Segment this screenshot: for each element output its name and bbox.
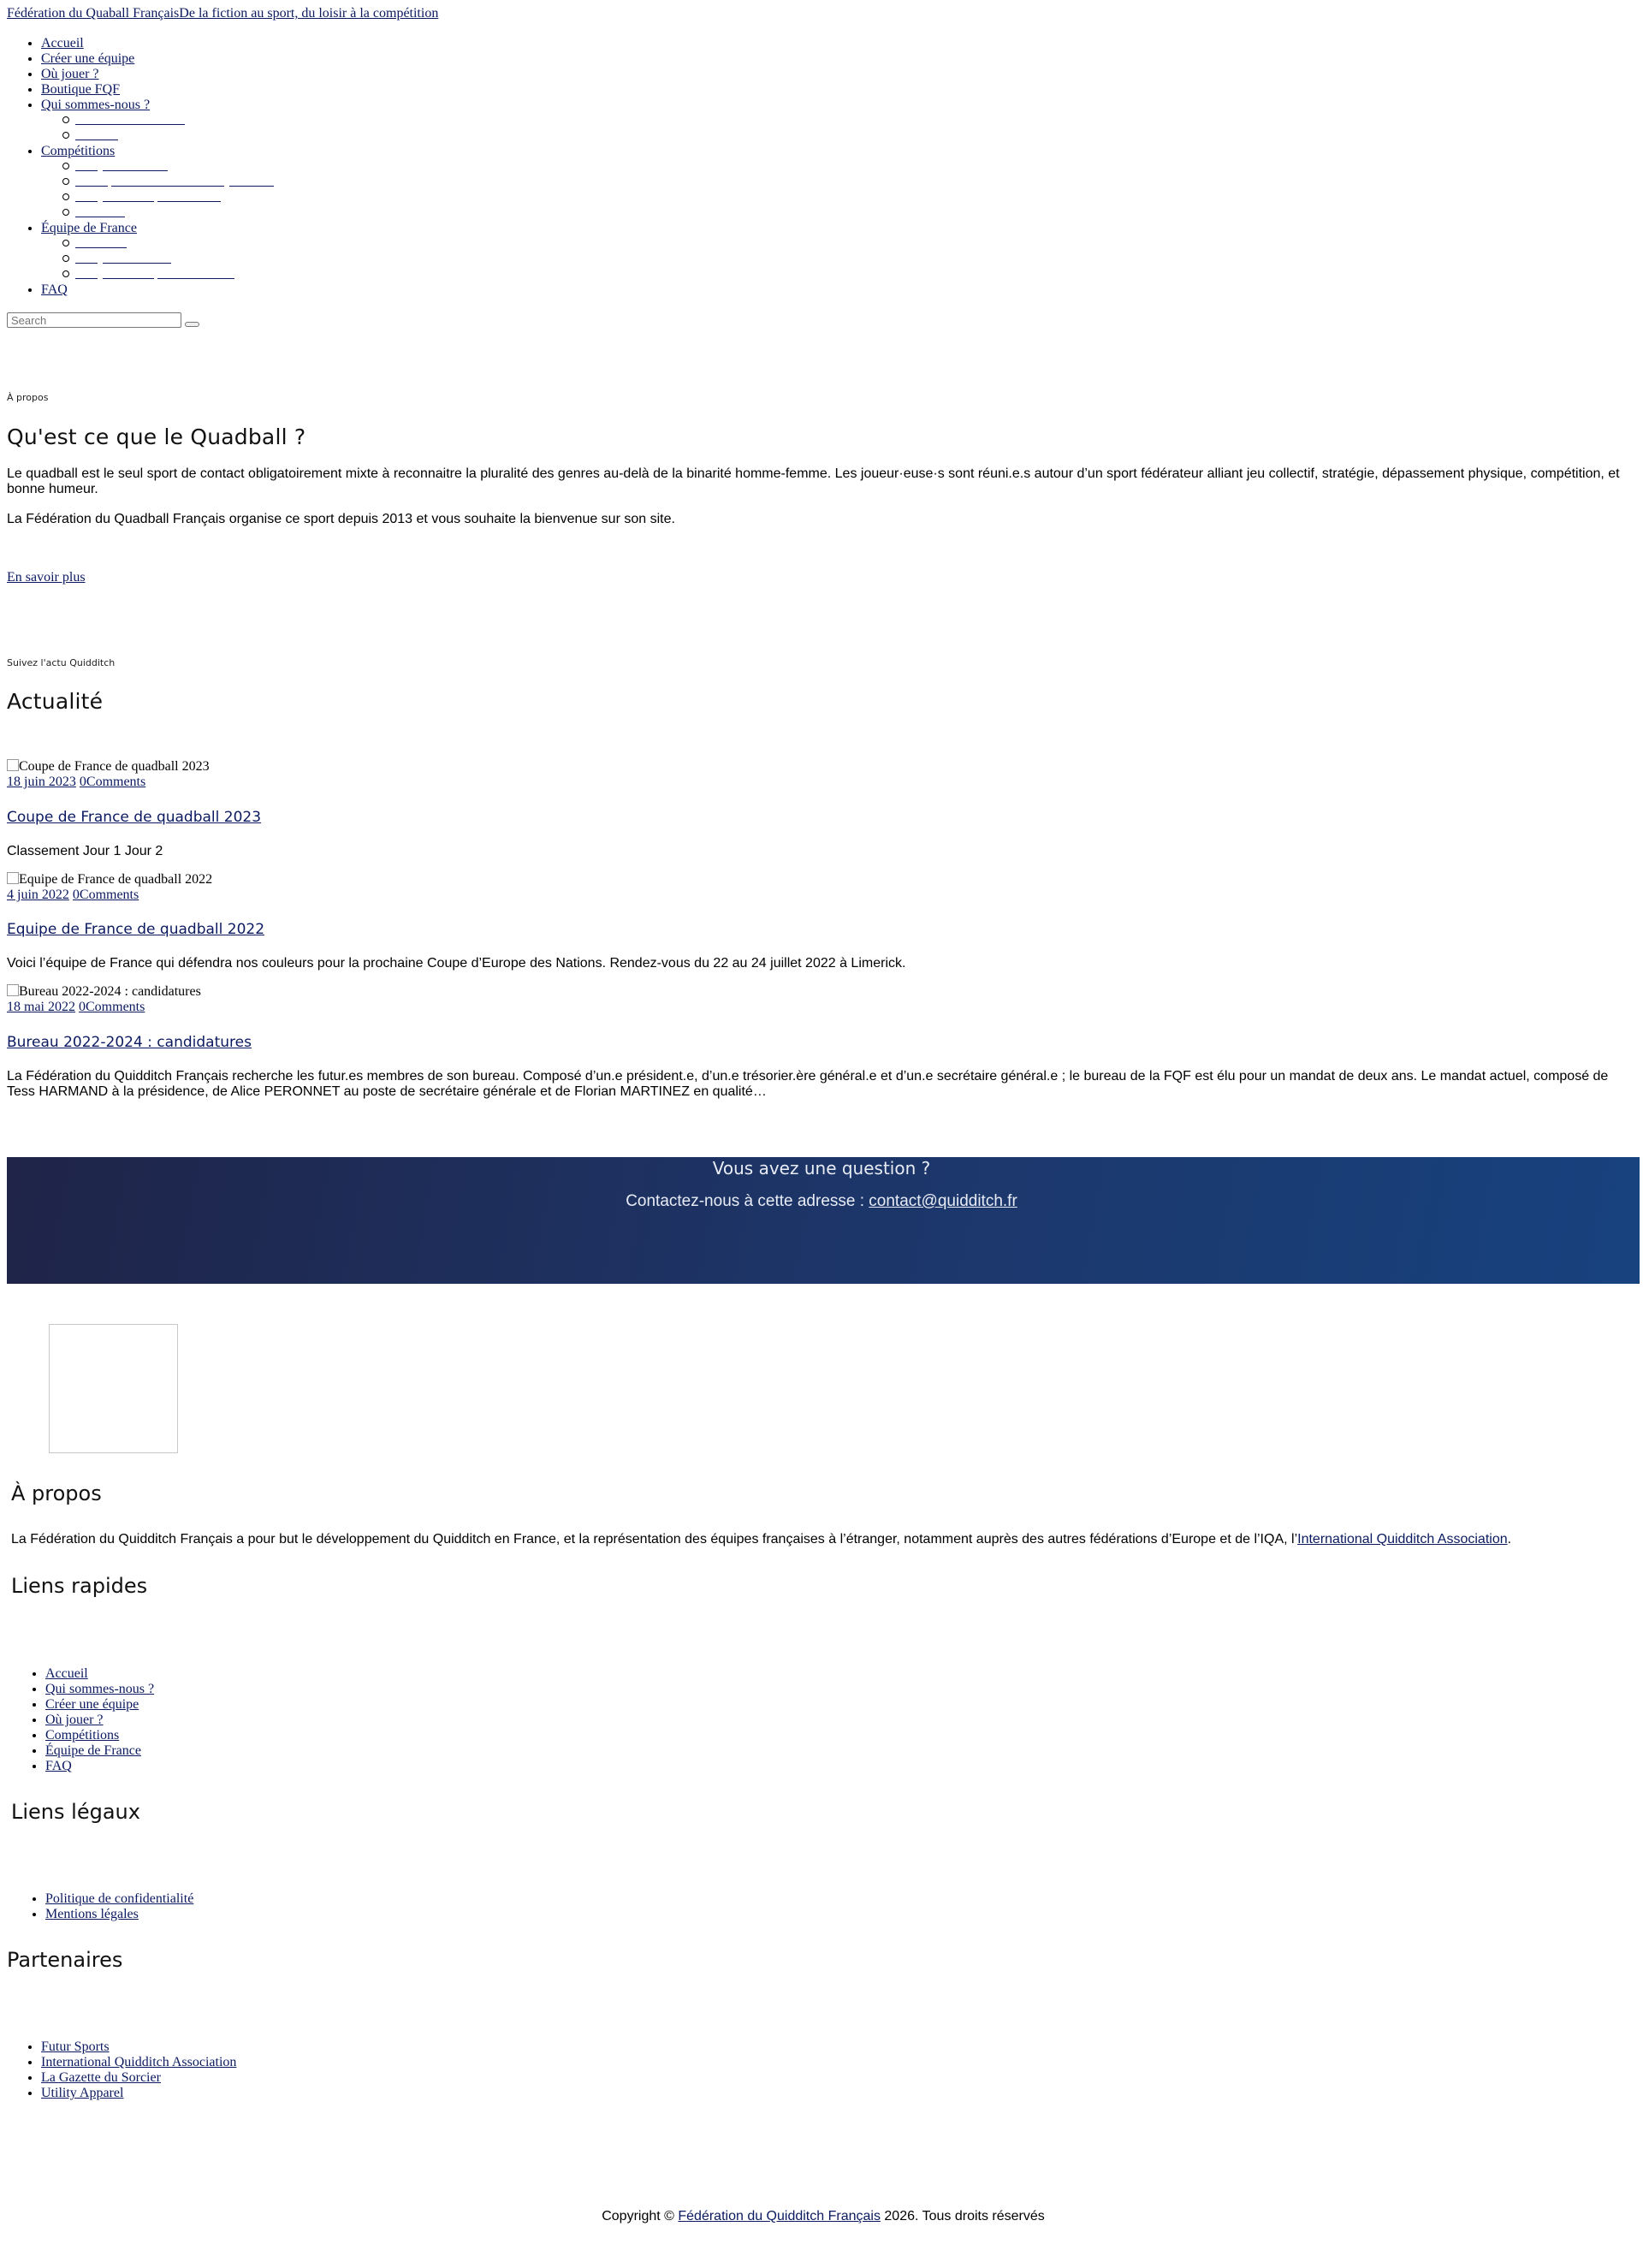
copyright bbox=[0, 2209, 1643, 2224]
menu-item-faq bbox=[41, 282, 68, 298]
about-title: Qu'est ce que le Quadball ? bbox=[7, 425, 306, 449]
news-eyebrow: Suivez l'actu Quidditch bbox=[7, 657, 116, 668]
submenu-link-underline[interactable] bbox=[229, 186, 274, 187]
copyright-prefix: Copyright © bbox=[602, 2209, 679, 2223]
menu-item-creer-equipe bbox=[41, 51, 134, 67]
footer-quick-link-item bbox=[45, 1743, 141, 1759]
submenu-item[interactable] bbox=[75, 114, 86, 124]
partner-link-futur-sports[interactable]: Futur Sports bbox=[41, 2039, 110, 2054]
contact-title: Vous avez une question ? bbox=[712, 1158, 931, 1179]
post-meta bbox=[7, 775, 145, 790]
footer-quick-link-item bbox=[45, 1666, 88, 1682]
contact-email-link[interactable]: contact@quidditch.fr bbox=[869, 1192, 1017, 1210]
submenu-link-underline[interactable] bbox=[75, 124, 185, 125]
site-header bbox=[7, 6, 438, 21]
post-image[interactable] bbox=[7, 759, 210, 775]
menu-link-competitions[interactable]: Compétitions bbox=[41, 144, 116, 158]
menu-link-boutique[interactable]: Boutique FQF bbox=[41, 82, 121, 97]
post-comments-link[interactable]: 0Comments bbox=[79, 775, 146, 789]
about-eyebrow: À propos bbox=[7, 392, 49, 403]
footer-link-privacy[interactable]: Politique de confidentialité bbox=[45, 1891, 194, 1906]
footer-logo[interactable] bbox=[49, 1324, 178, 1453]
submenu-item[interactable] bbox=[75, 191, 86, 201]
footer-legal-link-item bbox=[45, 1907, 139, 1922]
image-placeholder-icon bbox=[7, 759, 19, 771]
submenu-item[interactable] bbox=[75, 268, 86, 278]
submenu-link-underline[interactable] bbox=[75, 201, 98, 202]
search-button[interactable] bbox=[185, 322, 199, 327]
footer-quick-link-item bbox=[45, 1728, 119, 1743]
submenu-item[interactable] bbox=[75, 175, 86, 186]
footer-partner-item bbox=[41, 2086, 123, 2101]
footer-partner-item bbox=[41, 2070, 161, 2086]
footer-link-ou-jouer[interactable]: Où jouer ? bbox=[45, 1713, 104, 1727]
post-image[interactable] bbox=[7, 872, 212, 888]
search-input[interactable] bbox=[7, 312, 181, 328]
menu-link-qui-sommes-nous[interactable]: Qui sommes-nous ? bbox=[41, 98, 151, 112]
image-placeholder-icon bbox=[7, 872, 19, 884]
submenu-link-underline[interactable] bbox=[75, 186, 108, 187]
submenu-item[interactable] bbox=[75, 252, 86, 263]
submenu-item[interactable] bbox=[75, 237, 86, 247]
menu-item-accueil bbox=[41, 36, 84, 51]
menu-item-equipe-de-france bbox=[41, 221, 137, 236]
post-excerpt: La Fédération du Quidditch Français recherche les futur.es membres de son bureau. Composé d’un.e président.e, d’un.e trésorier.ère général.e et d’un.e secrétaire général.e ; le bureau de la FQF est élu pour un mandat de deux ans. Le mandat actuel, composé de Tess HARMAND à la présidence, de Alice PERONNET au poste de secrétaire générale et de Florian MARTINEZ en qualité… bbox=[7, 1069, 1609, 1099]
footer-partners-title: Partenaires bbox=[7, 1948, 123, 1972]
submenu-link-underline[interactable] bbox=[75, 247, 127, 248]
footer-quick-link-item bbox=[45, 1713, 104, 1728]
footer-legal-link-item bbox=[45, 1891, 193, 1907]
submenu-item[interactable] bbox=[75, 206, 86, 217]
post-date-link[interactable]: 4 juin 2022 bbox=[7, 888, 69, 902]
post-image-alt: Equipe de France de quadball 2022 bbox=[19, 872, 213, 887]
copyright-suffix: 2026. Tous droits réservés bbox=[880, 2209, 1045, 2223]
about-read-more-link[interactable]: En savoir plus bbox=[7, 570, 86, 585]
post-excerpt: Voici l’équipe de France qui défendra nos couleurs pour la prochaine Coupe d’Europe des Nations. Rendez-vous du 22 au 24 juillet 2022 à Limerick. bbox=[7, 956, 906, 971]
footer-link-creer-equipe[interactable]: Créer une équipe bbox=[45, 1697, 139, 1712]
contact-text: Contactez-nous à cette adresse : bbox=[626, 1192, 869, 1210]
footer-about-body: La Fédération du Quidditch Français a pour but le développement du Quidditch en France, et la représentation des équipes françaises à l’étranger, notamment auprès des autres fédérations d’Europe et de l’IQA, l’ bbox=[11, 1532, 1298, 1547]
submenu-link-underline[interactable] bbox=[103, 201, 154, 202]
submenu-link-underline[interactable] bbox=[103, 170, 168, 171]
footer-quick-link-item bbox=[45, 1697, 139, 1713]
footer-iqa-link[interactable]: International Quidditch Association bbox=[1297, 1532, 1508, 1547]
post-title-link[interactable]: Bureau 2022-2024 : candidatures bbox=[7, 1034, 252, 1051]
footer-quick-links-title: Liens rapides bbox=[11, 1574, 148, 1598]
footer-about-title: À propos bbox=[11, 1481, 102, 1505]
post-meta bbox=[7, 1000, 145, 1015]
footer-about-end: . bbox=[1507, 1532, 1512, 1547]
post-date-link[interactable]: 18 juin 2023 bbox=[7, 775, 76, 789]
image-placeholder-icon bbox=[7, 984, 19, 996]
submenu-item[interactable] bbox=[75, 129, 86, 140]
footer-about-text bbox=[11, 1532, 1637, 1547]
menu-item-ou-jouer bbox=[41, 67, 99, 82]
footer-partner-item bbox=[41, 2055, 236, 2070]
about-paragraph-2: La Fédération du Quadball Français organise ce sport depuis 2013 et vous souhaite la bienvenue sur son site. bbox=[7, 512, 675, 526]
footer-legal-title: Liens légaux bbox=[11, 1800, 140, 1824]
post-excerpt: Classement Jour 1 Jour 2 bbox=[7, 844, 163, 858]
footer-link-competitions[interactable]: Compétitions bbox=[45, 1728, 120, 1743]
post-meta bbox=[7, 888, 139, 903]
site-tagline-link[interactable]: De la fiction au sport, du loisir à la compétition bbox=[179, 6, 439, 21]
post-comments-link[interactable]: 0Comments bbox=[72, 888, 139, 902]
post-comments-link[interactable]: 0Comments bbox=[79, 1000, 145, 1014]
menu-item-competitions bbox=[41, 144, 115, 159]
footer-quick-link-item bbox=[45, 1759, 72, 1774]
about-paragraph-1: Le quadball est le seul sport de contact obligatoirement mixte à reconnaitre la pluralité des genres au-delà de la binarité homme-femme. Les joueur·euse·s sont réuni.e.s autour d’un sport fédérateur alliant jeu collectif, stratégie, dépassement physique, compétition, et bonne humeur. bbox=[7, 466, 1620, 496]
footer-link-accueil[interactable]: Accueil bbox=[45, 1666, 88, 1681]
footer-partner-item bbox=[41, 2039, 110, 2055]
submenu-link-underline[interactable] bbox=[103, 278, 154, 279]
submenu-link-underline[interactable] bbox=[75, 263, 98, 264]
menu-link-accueil[interactable]: Accueil bbox=[41, 36, 84, 50]
post-image-alt: Bureau 2022-2024 : candidatures bbox=[19, 984, 201, 999]
post-image-alt: Coupe de France de quadball 2023 bbox=[19, 759, 210, 774]
partner-link-iqa[interactable]: International Quidditch Association bbox=[41, 2055, 237, 2069]
post-date-link[interactable]: 18 mai 2022 bbox=[7, 1000, 75, 1014]
post-title-link[interactable]: Coupe de France de quadball 2023 bbox=[7, 809, 262, 826]
menu-item-boutique bbox=[41, 82, 120, 98]
footer-link-equipe-de-france[interactable]: Équipe de France bbox=[45, 1743, 141, 1758]
news-title: Actualité bbox=[7, 689, 104, 714]
menu-item-qui-sommes-nous bbox=[41, 98, 150, 113]
footer-link-legal-notice[interactable]: Mentions légales bbox=[45, 1907, 139, 1921]
partner-link-gazette-sorcier[interactable]: La Gazette du Sorcier bbox=[41, 2070, 161, 2085]
post-image[interactable] bbox=[7, 984, 201, 1000]
footer-quick-link-item bbox=[45, 1682, 154, 1697]
site-name-link[interactable]: Fédération du Quaball Français bbox=[7, 6, 180, 21]
submenu-link-underline[interactable] bbox=[157, 201, 221, 202]
submenu-link-underline[interactable] bbox=[75, 278, 98, 279]
menu-link-creer-equipe[interactable]: Créer une équipe bbox=[41, 51, 135, 66]
submenu-link-underline[interactable] bbox=[75, 170, 98, 171]
footer-link-faq[interactable]: FAQ bbox=[45, 1759, 72, 1773]
menu-link-faq[interactable]: FAQ bbox=[41, 282, 68, 297]
menu-link-equipe-de-france[interactable]: Équipe de France bbox=[41, 221, 137, 235]
menu-link-ou-jouer[interactable]: Où jouer ? bbox=[41, 67, 99, 81]
submenu-link-underline[interactable] bbox=[157, 278, 234, 279]
partner-link-utility-apparel[interactable]: Utility Apparel bbox=[41, 2086, 124, 2100]
post-title-link[interactable]: Equipe de France de quadball 2022 bbox=[7, 921, 265, 938]
submenu-link-underline[interactable] bbox=[111, 186, 224, 187]
contact-line bbox=[0, 1192, 1643, 1211]
submenu-link-underline[interactable] bbox=[103, 263, 171, 264]
copyright-link[interactable]: Fédération du Quidditch Français bbox=[678, 2209, 881, 2223]
footer-link-qui-sommes-nous[interactable]: Qui sommes-nous ? bbox=[45, 1682, 155, 1696]
submenu-item[interactable] bbox=[75, 160, 86, 170]
